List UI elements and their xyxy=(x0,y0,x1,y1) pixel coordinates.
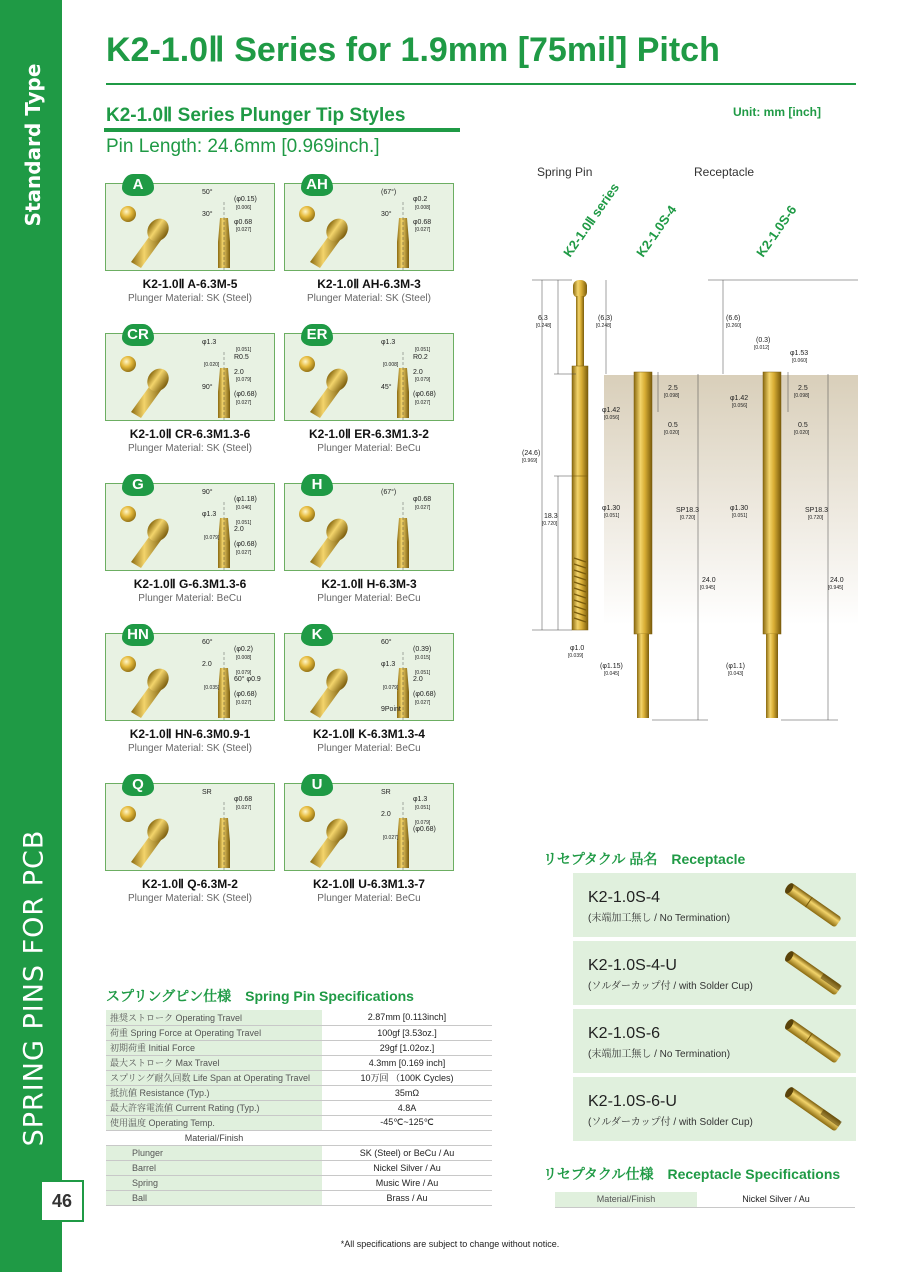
dim-phi-1-30-b: φ1.30 xyxy=(730,505,749,512)
tip-material: Plunger Material: BeCu xyxy=(317,593,421,604)
material-label: Barrel xyxy=(106,1160,322,1175)
tip-panel-a xyxy=(105,176,275,271)
tip-drawing xyxy=(106,634,276,722)
receptacle-image xyxy=(778,1013,848,1069)
tip-dimension-label: [0.079] xyxy=(415,377,431,383)
dim-6-6-in: [0.260] xyxy=(726,323,742,329)
receptacle-part-number: K2-1.0S-4-U xyxy=(588,957,677,974)
dim-6-3-in: [0.248] xyxy=(536,323,552,329)
tip-dimension-label: [0.051] xyxy=(415,670,431,676)
footnote: *All specifications are subject to change without notice. xyxy=(340,1239,560,1249)
dim-6-6: (6.6) xyxy=(726,315,741,322)
spec-value: 4.8A xyxy=(322,1100,492,1115)
sidebar xyxy=(0,0,62,1272)
category-label: Standard Type xyxy=(21,63,45,227)
dim-phi-1-42-b-in: [0.056] xyxy=(732,403,748,409)
spec-row xyxy=(106,1055,492,1070)
receptacle-termination-note: (末端加工無し / No Termination) xyxy=(588,1049,731,1060)
spec-label: 使用温度 Operating Temp. xyxy=(106,1115,322,1130)
spec-label: 荷重 Spring Force at Operating Travel xyxy=(106,1025,322,1040)
tip-part-number: K2-1.0Ⅱ A-6.3M-5 xyxy=(142,277,238,291)
tip-part-number: K2-1.0Ⅱ Q-6.3M-2 xyxy=(142,877,238,891)
receptacle-image xyxy=(778,945,848,1001)
receptacle-spec-row xyxy=(555,1192,855,1207)
tip-top-view xyxy=(299,506,315,522)
tip-drawing xyxy=(285,634,455,722)
tip-part-number: K2-1.0Ⅱ CR-6.3M1.3-6 xyxy=(129,427,251,441)
spec-label: 最大許容電流値 Current Rating (Typ.) xyxy=(106,1100,322,1115)
tip-dimension-label: [0.079] xyxy=(236,377,252,383)
receptacle-spec-value: Nickel Silver / Au xyxy=(697,1192,855,1207)
spec-row xyxy=(106,1010,492,1025)
section-title-tip-styles: K2-1.0Ⅱ Series Plunger Tip Styles xyxy=(106,105,406,126)
dim-phi-1-30-a: φ1.30 xyxy=(602,505,621,512)
tip-panel-k xyxy=(284,626,454,721)
tip-dimension-label: [0.006] xyxy=(236,205,252,211)
receptacle-list-title: リセプタクル 品名 Receptacle xyxy=(543,851,746,867)
dim-24-0-a: 24.0 xyxy=(702,577,716,584)
tip-dimension-label: φ1.3 xyxy=(202,511,217,518)
tip-dimension-label: [0.008] xyxy=(236,655,252,661)
dim-24-6-in: [0.969] xyxy=(522,458,538,464)
tip-dimension-label: [0.027] xyxy=(415,400,431,406)
product-line-label-box xyxy=(18,820,50,1155)
dim-0-5-a-in: [0.020] xyxy=(664,430,680,436)
tip-badge: H xyxy=(301,474,333,496)
tip-material: Plunger Material: SK (Steel) xyxy=(128,743,252,754)
dim-sp-18-3-b: SP18.3 xyxy=(805,507,828,514)
tip-material: Plunger Material: BeCu xyxy=(317,443,421,454)
tip-top-view xyxy=(299,656,315,672)
dim-sp-18-3-b-in: [0.720] xyxy=(808,515,824,521)
tip-dimension-label: 2.0 xyxy=(202,661,212,668)
tip-dimension-label: (67°) xyxy=(381,189,397,196)
tip-panel-hn xyxy=(105,626,275,721)
spec-value: -45℃~125℃ xyxy=(322,1115,492,1130)
tip-dimension-label: [0.008] xyxy=(383,362,399,368)
section-divider xyxy=(104,128,460,132)
tip-part-number: K2-1.0Ⅱ U-6.3M1.3-7 xyxy=(313,877,425,891)
tip-part-number: K2-1.0Ⅱ K-6.3M1.3-4 xyxy=(313,727,425,741)
tip-drawing xyxy=(106,184,276,272)
spec-value: 10万回 （100K Cycles) xyxy=(322,1070,492,1085)
product-line-label: SPRING PINS FOR PCB xyxy=(18,829,50,1146)
dim-2-5-a-in: [0.098] xyxy=(664,393,680,399)
dim-24-0-b-in: [0.945] xyxy=(828,585,844,591)
tip-part-number: K2-1.0Ⅱ H-6.3M-3 xyxy=(321,577,417,591)
tip-top-view xyxy=(299,356,315,372)
tip-dimension-label: φ0.68 xyxy=(234,219,253,226)
unit-note: Unit: mm [inch] xyxy=(733,105,821,119)
tip-dimension-label: [0.051] xyxy=(415,805,431,811)
tip-badge: U xyxy=(301,774,333,796)
spec-row xyxy=(106,1040,492,1055)
dim-6-3-p-in: [0.248] xyxy=(596,323,612,329)
material-row xyxy=(106,1145,492,1160)
tip-material: Plunger Material: BeCu xyxy=(317,893,421,904)
material-value: Music Wire / Au xyxy=(322,1175,492,1190)
tip-dimension-label: φ1.3 xyxy=(202,339,217,346)
tip-panel-g xyxy=(105,476,275,571)
tip-dimension-label: φ0.68 xyxy=(413,219,432,226)
spring-pin-illustration xyxy=(572,280,588,630)
tip-dimension-label: (φ0.68) xyxy=(413,691,436,698)
tip-material: Plunger Material: SK (Steel) xyxy=(307,293,431,304)
dim-phi-1-15: (φ1.15) xyxy=(600,663,623,670)
tip-dimension-label: 60° φ0.9 xyxy=(234,676,261,683)
tip-dimension-label: (0.39) xyxy=(413,646,432,653)
dim-phi-1-53: φ1.53 xyxy=(790,350,809,357)
dim-phi-1-42-a-in: [0.056] xyxy=(604,415,620,421)
receptacle-spec-label: Material/Finish xyxy=(555,1192,697,1207)
tip-drawing xyxy=(106,334,276,422)
spec-row xyxy=(106,1025,492,1040)
tip-dimension-label: [0.027] xyxy=(383,835,399,841)
tip-dimension-label: [0.051] xyxy=(415,347,431,353)
dim-18-3-in: [0.720] xyxy=(542,521,558,527)
tip-part-number: K2-1.0Ⅱ AH-6.3M-3 xyxy=(317,277,421,291)
tip-badge: AH xyxy=(301,174,333,196)
dim-phi-1-0: φ1.0 xyxy=(570,645,585,652)
tip-dimension-label: 2.0 xyxy=(234,369,244,376)
tip-dimension-label: (φ0.2) xyxy=(234,646,253,653)
tip-part-number: K2-1.0Ⅱ HN-6.3M0.9-1 xyxy=(129,727,251,741)
material-value: Nickel Silver / Au xyxy=(322,1160,492,1175)
tip-dimension-label: [0.027] xyxy=(236,227,252,233)
page-number: 46 xyxy=(40,1180,84,1222)
tip-dimension-label: [0.079] xyxy=(204,535,220,541)
tip-drawing xyxy=(285,184,455,272)
spec-row xyxy=(106,1070,492,1085)
tip-part-number: K2-1.0Ⅱ G-6.3M1.3-6 xyxy=(133,577,247,591)
material-row xyxy=(106,1190,492,1205)
receptacle-card xyxy=(573,1009,856,1073)
dim-2-5-b: 2.5 xyxy=(798,385,808,392)
tip-dimension-label: [0.079] xyxy=(383,685,399,691)
tip-material: Plunger Material: SK (Steel) xyxy=(128,443,252,454)
tip-dimension-label: [0.027] xyxy=(415,227,431,233)
dim-18-3: 18.3 xyxy=(544,513,558,520)
tip-dimension-label: (φ0.68) xyxy=(413,826,436,833)
spring-specs-table xyxy=(106,1010,492,1206)
tip-drawing xyxy=(106,484,276,572)
tip-dimension-label: [0.079] xyxy=(415,820,431,826)
dim-24-6: (24.6) xyxy=(522,450,541,457)
dim-2-5-b-in: [0.098] xyxy=(794,393,810,399)
tip-dimension-label: 60° xyxy=(381,639,392,646)
receptacle-s6-illustration xyxy=(763,372,781,718)
tip-dimension-label: 2.0 xyxy=(234,526,244,533)
tip-dimension-label: [0.079] xyxy=(236,670,252,676)
tip-dimension-label: SR xyxy=(202,789,212,796)
spec-label: 抵抗値 Resistance (Typ.) xyxy=(106,1085,322,1100)
tip-badge: Q xyxy=(122,774,154,796)
tip-dimension-label: φ0.68 xyxy=(413,496,432,503)
receptacle-s4-illustration xyxy=(634,372,652,718)
tip-dimension-label: φ0.2 xyxy=(413,196,428,203)
tip-top-view xyxy=(299,206,315,222)
dim-0-5-a: 0.5 xyxy=(668,422,678,429)
dim-0-3: (0.3) xyxy=(756,337,771,344)
tip-dimension-label: (φ0.68) xyxy=(234,691,257,698)
spring-specs-title: スプリングピン仕様 Spring Pin Specifications xyxy=(106,988,414,1004)
dim-phi-1-1-in: [0.043] xyxy=(728,671,744,677)
dim-sp-18-3-a-in: [0.720] xyxy=(680,515,696,521)
series-label-k2: K2-1.0Ⅱ series xyxy=(560,180,623,260)
tip-dimension-label: 9Point xyxy=(381,706,401,713)
dim-sp-18-3-a: SP18.3 xyxy=(676,507,699,514)
tip-top-view xyxy=(120,356,136,372)
receptacle-card xyxy=(573,873,856,937)
tip-dimension-label: [0.027] xyxy=(236,400,252,406)
spec-label: 最大ストローク Max Travel xyxy=(106,1055,322,1070)
tip-panel-h xyxy=(284,476,454,571)
dim-24-0-b: 24.0 xyxy=(830,577,844,584)
tip-panel-q xyxy=(105,776,275,871)
tip-dimension-label: SR xyxy=(381,789,391,796)
material-value: Brass / Au xyxy=(322,1190,492,1205)
pin-dimension-diagram xyxy=(518,160,858,760)
tip-dimension-label: [0.015] xyxy=(415,655,431,661)
tip-badge: G xyxy=(122,474,154,496)
tip-badge: CR xyxy=(122,324,154,346)
tip-dimension-label: R0.5 xyxy=(234,354,249,361)
tip-dimension-label: 2.0 xyxy=(413,676,423,683)
receptacle-card xyxy=(573,941,856,1005)
tip-dimension-label: 90° xyxy=(202,489,213,496)
tip-dimension-label: (φ0.68) xyxy=(413,391,436,398)
dim-24-0-a-in: [0.945] xyxy=(700,585,716,591)
receptacle-termination-note: (ソルダーカップ付 / with Solder Cup) xyxy=(588,981,753,992)
tip-dimension-label: 30° xyxy=(202,211,213,218)
tip-dimension-label: 45° xyxy=(381,384,392,391)
receptacle-image xyxy=(778,877,848,933)
dim-phi-1-42-b: φ1.42 xyxy=(730,395,749,402)
tip-drawing xyxy=(285,484,455,572)
material-label: Ball xyxy=(106,1190,322,1205)
tip-panel-er xyxy=(284,326,454,421)
tip-top-view xyxy=(120,206,136,222)
receptacle-termination-note: (ソルダーカップ付 / with Solder Cup) xyxy=(588,1117,753,1128)
tip-panel-u xyxy=(284,776,454,871)
dim-phi-1-0-in: [0.039] xyxy=(568,653,584,659)
title-divider xyxy=(106,83,856,85)
spec-label: 初期荷重 Initial Force xyxy=(106,1040,322,1055)
receptacle-label: Receptacle xyxy=(694,165,755,179)
dim-0-3-in: [0.012] xyxy=(754,345,770,351)
tip-dimension-label: (φ1.18) xyxy=(234,496,257,503)
spec-label: 推奨ストローク Operating Travel xyxy=(106,1010,322,1025)
spec-value: 4.3mm [0.169 inch] xyxy=(322,1055,492,1070)
tip-dimension-label: 2.0 xyxy=(381,811,391,818)
tip-dimension-label: [0.051] xyxy=(236,520,252,526)
tip-dimension-label: φ0.68 xyxy=(234,796,253,803)
spec-row xyxy=(106,1085,492,1100)
category-label-box xyxy=(20,64,46,226)
tip-badge: A xyxy=(122,174,154,196)
receptacle-card xyxy=(573,1077,856,1141)
dim-phi-1-1: (φ1.1) xyxy=(726,663,745,670)
tip-dimension-label: 90° xyxy=(202,384,213,391)
spec-value: 29gf [1.02oz.] xyxy=(322,1040,492,1055)
receptacle-image xyxy=(778,1081,848,1137)
series-label-s4: K2-1.0S-4 xyxy=(633,202,680,260)
tip-dimension-label: [0.035] xyxy=(204,685,220,691)
page-title: K2-1.0Ⅱ Series for 1.9mm [75mil] Pitch xyxy=(106,31,720,69)
spec-value: 2.87mm [0.113inch] xyxy=(322,1010,492,1025)
tip-dimension-label: [0.027] xyxy=(236,550,252,556)
tip-drawing xyxy=(106,784,276,872)
receptacle-part-number: K2-1.0S-6-U xyxy=(588,1093,677,1110)
spec-row xyxy=(106,1115,492,1130)
tip-badge: K xyxy=(301,624,333,646)
tip-panel-ah xyxy=(284,176,454,271)
tip-dimension-label: φ1.3 xyxy=(381,339,396,346)
tip-material: Plunger Material: SK (Steel) xyxy=(128,293,252,304)
tip-dimension-label: (67°) xyxy=(381,489,397,496)
tip-dimension-label: (φ0.68) xyxy=(234,541,257,548)
tip-material: Plunger Material: SK (Steel) xyxy=(128,893,252,904)
tip-dimension-label: [0.008] xyxy=(415,205,431,211)
tip-dimension-label: [0.027] xyxy=(415,505,431,511)
tip-top-view xyxy=(120,806,136,822)
tip-badge: HN xyxy=(122,624,154,646)
tip-top-view xyxy=(299,806,315,822)
dim-6-3: 6.3 xyxy=(538,315,548,322)
material-value: SK (Steel) or BeCu / Au xyxy=(322,1145,492,1160)
tip-dimension-label: (φ0.15) xyxy=(234,196,257,203)
tip-dimension-label: φ1.3 xyxy=(381,661,396,668)
material-row xyxy=(106,1175,492,1190)
spec-row xyxy=(106,1100,492,1115)
spec-value: 100gf [3.53oz.] xyxy=(322,1025,492,1040)
material-header: Material/Finish xyxy=(106,1130,322,1145)
dim-phi-1-30-a-in: [0.051] xyxy=(604,513,620,519)
spec-value: 35mΩ xyxy=(322,1085,492,1100)
tip-dimension-label: [0.020] xyxy=(204,362,220,368)
material-row xyxy=(106,1160,492,1175)
receptacle-part-number: K2-1.0S-4 xyxy=(588,889,661,906)
tip-dimension-label: φ1.3 xyxy=(413,796,428,803)
tip-panel-cr xyxy=(105,326,275,421)
material-header-row xyxy=(106,1130,492,1145)
tip-dimension-label: R0.2 xyxy=(413,354,428,361)
tip-dimension-label: 2.0 xyxy=(413,369,423,376)
tip-top-view xyxy=(120,506,136,522)
material-label: Plunger xyxy=(106,1145,322,1160)
tip-drawing xyxy=(285,334,455,422)
tip-dimension-label: (φ0.68) xyxy=(234,391,257,398)
receptacle-specs-title: リセプタクル仕様 Receptacle Specifications xyxy=(543,1166,841,1182)
dim-phi-1-42-a: φ1.42 xyxy=(602,407,621,414)
pin-length: Pin Length: 24.6mm [0.969inch.] xyxy=(106,136,380,157)
spring-pin-label: Spring Pin xyxy=(537,165,593,179)
receptacle-part-number: K2-1.0S-6 xyxy=(588,1025,661,1042)
tip-dimension-label: [0.027] xyxy=(415,700,431,706)
dim-phi-1-15-in: [0.045] xyxy=(604,671,620,677)
tip-dimension-label: [0.046] xyxy=(236,505,252,511)
tip-dimension-label: [0.027] xyxy=(236,805,252,811)
dim-phi-1-30-b-in: [0.051] xyxy=(732,513,748,519)
spec-label: スプリング耐久回数 Life Span at Operating Travel xyxy=(106,1070,322,1085)
material-label: Spring xyxy=(106,1175,322,1190)
tip-material: Plunger Material: BeCu xyxy=(317,743,421,754)
tip-dimension-label: 60° xyxy=(202,639,213,646)
dim-phi-1-53-in: [0.060] xyxy=(792,358,808,364)
tip-dimension-label: 30° xyxy=(381,211,392,218)
tip-material: Plunger Material: BeCu xyxy=(138,593,242,604)
tip-dimension-label: [0.051] xyxy=(236,347,252,353)
tip-top-view xyxy=(120,656,136,672)
receptacle-termination-note: (末端加工無し / No Termination) xyxy=(588,913,731,924)
tip-dimension-label: [0.027] xyxy=(236,700,252,706)
dim-6-3-p: (6.3) xyxy=(598,315,613,322)
receptacle-specs-table xyxy=(555,1192,855,1208)
tip-part-number: K2-1.0Ⅱ ER-6.3M1.3-2 xyxy=(309,427,429,441)
dim-0-5-b: 0.5 xyxy=(798,422,808,429)
tip-drawing xyxy=(285,784,455,872)
series-label-s6: K2-1.0S-6 xyxy=(753,202,800,260)
dim-0-5-b-in: [0.020] xyxy=(794,430,810,436)
tip-badge: ER xyxy=(301,324,333,346)
dim-2-5-a: 2.5 xyxy=(668,385,678,392)
tip-dimension-label: 50° xyxy=(202,189,213,196)
